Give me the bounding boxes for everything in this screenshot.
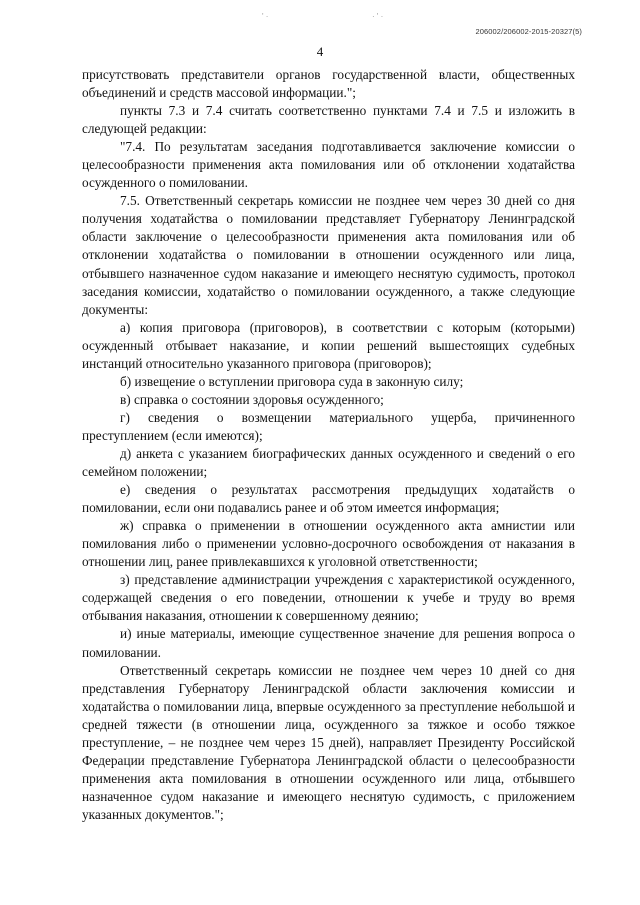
scan-artifact-mark: ' · (262, 12, 269, 21)
paragraph: пункты 7.3 и 7.4 считать соответственно пунктами 7.4 и 7.5 и изложить в следующей редакции: (82, 103, 575, 137)
paragraph: Ответственный секретарь комиссии не позднее чем через 10 дней со дня представления Губернатору Ленинградской области заключения комиссии и ходатайства о помиловании лица, впервые осужденного за преступление небольшой и средней тяжести (в отношении лица, осужденного за тяжкое и особо тяжкое преступление, – не позднее чем через 15 дней), направляет Президенту Российской Федерации представление Губернатора Ленинградской области о целесообразности применения акта помилования в отношении осужденного или лица, отбывшего назначенное судом наказание и имеющего неснятую судимость, с приложением указанных документов."; (82, 662, 575, 822)
scan-artifact-mark: · ' · (372, 12, 384, 21)
list-item: б) извещение о вступлении приговора суда в законную силу; (120, 373, 464, 389)
paragraph: 7.5. Ответственный секретарь комиссии не позднее чем через 30 дней со дня получения ходатайства о помиловании представляет Губернатору Ленинградской области заключение о целесообразности применения акта помилования или об отклонении ходатайства о помиловании в отношении осужденного или лица, отбывшего назначенное судом наказание и имеющего неснятую судимость, протокол заседания комиссии, ходатайство о помиловании осужденного, а также следующие документы: (82, 193, 575, 317)
paragraph: "7.4. По результатам заседания подготавливается заключение комиссии о целесообразности применения акта помилования или об отклонении ходатайства осужденного о помиловании. (82, 139, 575, 191)
paragraph: присутствовать представители органов государственной власти, общественных объединений и средств массовой информации."; (82, 67, 575, 101)
list-item: и) иные материалы, имеющие существенное значение для решения вопроса о помиловании. (82, 626, 575, 660)
list-item: ж) справка о применении в отношении осужденного акта амнистии или помилования либо о применении условно-досрочного освобождения от наказания в отношении лиц, ранее привлекавшихся к уголовной ответственности; (82, 518, 575, 570)
document-body (82, 66, 575, 824)
list-item: е) сведения о результатах рассмотрения предыдущих ходатайств о помиловании, если они подавались ранее и об этом имеется информация; (82, 482, 575, 516)
list-item: д) анкета с указанием биографических данных осужденного и сведений о его семейном положении; (82, 445, 575, 480)
document-number: 206002/206002-2015-20327(5) (475, 27, 582, 36)
list-item: з) представление администрации учреждения с характеристикой осужденного, содержащей сведения о его поведении, отношении к учебе и труду во время отбывания наказания, отношении к совершенному деянию; (82, 572, 575, 624)
list-item: г) сведения о возмещении материального ущерба, причиненного преступлением (если имеются); (82, 409, 575, 443)
list-item: а) копия приговора (приговоров), в соответствии с которым (которыми) осужденный отбывает наказание, и копии решений вышестоящих судебных инстанций относительно указанного приговора (приговоров); (82, 319, 575, 371)
list-item: в) справка о состоянии здоровья осужденного; (120, 391, 384, 407)
page-number: 4 (316, 44, 324, 59)
